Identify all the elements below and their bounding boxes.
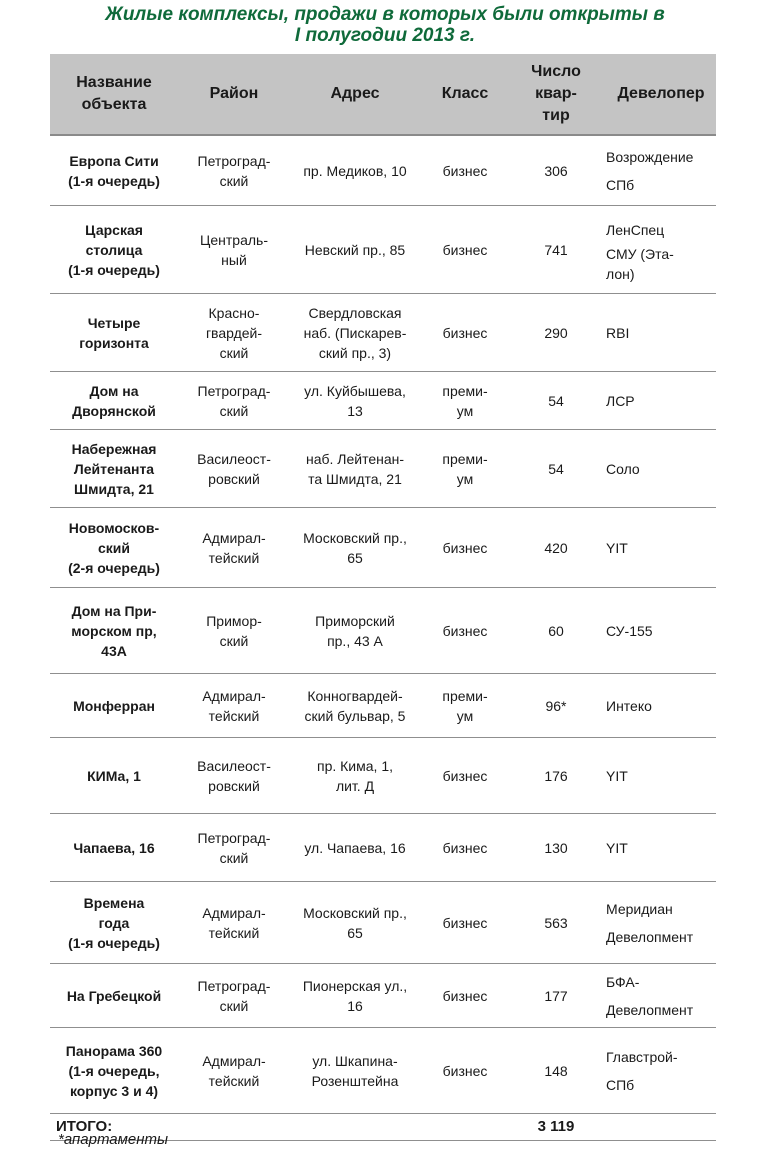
- table-row: [50, 882, 716, 964]
- developer-line: Интеко: [606, 697, 652, 714]
- cell-developer: [606, 430, 716, 507]
- cell-units: 96*: [545, 697, 567, 714]
- developer-line: СПб: [606, 176, 635, 193]
- cell-district: Василеост- ровский: [197, 757, 271, 794]
- developer-line: СПб: [606, 1076, 635, 1093]
- cell-units: 148: [544, 1062, 568, 1079]
- table-row: [50, 430, 716, 508]
- cell-class: бизнес: [442, 767, 488, 784]
- developer-line: YIT: [606, 839, 628, 856]
- cell-developer: [606, 674, 716, 737]
- header-address: Адрес: [330, 85, 380, 102]
- cell-class: бизнес: [442, 539, 488, 556]
- developer-line: СМУ (Эта- лон): [606, 245, 674, 282]
- cell-district: Петроград- ский: [197, 977, 271, 1014]
- footnote: *апартаменты: [58, 1131, 169, 1148]
- cell-address: Свердловская наб. (Пискарев- ский пр., 3): [303, 304, 407, 361]
- total-value: 3 119: [537, 1118, 575, 1135]
- table-row: [50, 372, 716, 430]
- total-label: ИТОГО:: [56, 1118, 113, 1135]
- cell-developer: [606, 136, 716, 205]
- page-title: Жилые комплексы, продажи в которых были открыты в I полугодии 2013 г.: [105, 4, 665, 46]
- cell-district: Красно- гвардей- ский: [205, 304, 263, 361]
- cell-units: 54: [548, 460, 564, 477]
- table-header: [50, 54, 716, 136]
- cell-units: 290: [544, 324, 568, 341]
- cell-address: пр. Кима, 1, лит. Д: [317, 757, 393, 794]
- cell-address: Приморский пр., 43 А: [315, 612, 395, 649]
- cell-name: Дом на Дворянской: [72, 382, 156, 419]
- table-row: [50, 814, 716, 882]
- cell-address: Московский пр., 65: [303, 529, 407, 566]
- header-name: Название объекта: [76, 74, 152, 113]
- header-units: Число квар- тир: [531, 63, 581, 124]
- developer-line: БФА-: [606, 973, 640, 990]
- cell-address: Конногвардей- ский бульвар, 5: [304, 687, 406, 724]
- cell-district: Петроград- ский: [197, 152, 271, 189]
- cell-class: бизнес: [442, 241, 488, 258]
- cell-developer: [606, 372, 716, 429]
- cell-units: 741: [544, 241, 568, 258]
- cell-district: Примор- ский: [206, 612, 262, 649]
- cell-district: Адмирал- тейский: [202, 904, 266, 941]
- cell-developer: [606, 588, 716, 673]
- cell-name: Панорама 360 (1-я очередь, корпус 3 и 4): [65, 1042, 163, 1099]
- cell-developer: [606, 814, 716, 881]
- cell-units: 54: [548, 392, 564, 409]
- cell-units: 177: [544, 987, 568, 1004]
- cell-address: Невский пр., 85: [304, 241, 406, 258]
- cell-name: Монферран: [73, 697, 155, 714]
- header-class: Класс: [441, 85, 489, 102]
- cell-developer: [606, 738, 716, 813]
- cell-name: Времена года (1-я очередь): [68, 894, 160, 951]
- cell-units: 176: [544, 767, 568, 784]
- cell-address: Московский пр., 65: [303, 904, 407, 941]
- cell-district: Василеост- ровский: [197, 450, 271, 487]
- cell-class: бизнес: [442, 839, 488, 856]
- table-row: [50, 508, 716, 588]
- cell-class: преми- ум: [442, 687, 488, 724]
- cell-class: преми- ум: [442, 450, 488, 487]
- table-row: [50, 136, 716, 206]
- cell-district: Адмирал- тейский: [202, 529, 266, 566]
- cell-developer: [606, 1028, 716, 1113]
- cell-units: 306: [544, 162, 568, 179]
- cell-developer: [606, 964, 716, 1027]
- cell-district: Централь- ный: [200, 231, 268, 268]
- cell-name: Чапаева, 16: [73, 839, 155, 856]
- cell-name: Четыре горизонта: [79, 314, 149, 351]
- developer-line: YIT: [606, 767, 628, 784]
- developer-line: Соло: [606, 460, 640, 477]
- cell-developer: [606, 882, 716, 963]
- cell-name: Новомосков- ский (2-я очередь): [68, 519, 160, 576]
- table-row: [50, 964, 716, 1028]
- cell-class: бизнес: [442, 622, 488, 639]
- cell-units: 130: [544, 839, 568, 856]
- developer-line: ЛСР: [606, 392, 635, 409]
- cell-address: ул. Куйбышева, 13: [304, 382, 406, 419]
- cell-units: 563: [544, 914, 568, 931]
- cell-units: 420: [544, 539, 568, 556]
- developer-line: ЛенСпец: [606, 221, 665, 238]
- cell-name: Европа Сити (1-я очередь): [68, 152, 160, 189]
- cell-developer: [606, 294, 716, 371]
- cell-address: наб. Лейтенан- та Шмидта, 21: [305, 450, 405, 487]
- cell-address: ул. Чапаева, 16: [304, 839, 406, 856]
- table-row: [50, 1028, 716, 1114]
- cell-class: бизнес: [442, 324, 488, 341]
- cell-district: Петроград- ский: [197, 382, 271, 419]
- cell-class: бизнес: [442, 914, 488, 931]
- developer-line: Возрождение: [606, 148, 694, 165]
- cell-district: Петроград- ский: [197, 829, 271, 866]
- cell-name: На Гребецкой: [66, 987, 162, 1004]
- table-row: [50, 588, 716, 674]
- developer-line: Девелопмент: [606, 928, 694, 945]
- cell-class: бизнес: [442, 987, 488, 1004]
- table-row: [50, 738, 716, 814]
- cell-district: Адмирал- тейский: [202, 1052, 266, 1089]
- developer-line: Главстрой-: [606, 1048, 678, 1065]
- cell-class: бизнес: [442, 162, 488, 179]
- cell-class: преми- ум: [442, 382, 488, 419]
- cell-district: Адмирал- тейский: [202, 687, 266, 724]
- developer-line: СУ-155: [606, 622, 653, 639]
- cell-name: КИМа, 1: [87, 767, 141, 784]
- table-row: [50, 206, 716, 294]
- cell-class: бизнес: [442, 1062, 488, 1079]
- cell-address: пр. Медиков, 10: [303, 162, 407, 179]
- cell-name: Дом на При- морском пр, 43А: [71, 602, 157, 659]
- cell-developer: [606, 206, 716, 293]
- cell-address: Пионерская ул., 16: [302, 977, 408, 1014]
- developer-line: RBI: [606, 324, 630, 341]
- cell-name: Набережная Лейтенанта Шмидта, 21: [71, 440, 157, 497]
- cell-developer: [606, 508, 716, 587]
- table-row: [50, 674, 716, 738]
- developer-line: Меридиан: [606, 900, 673, 917]
- cell-address: ул. Шкапина- Розенштейна: [311, 1052, 399, 1089]
- table-row: [50, 294, 716, 372]
- developer-line: Девелопмент: [606, 1001, 694, 1018]
- residential-complexes-table: [50, 54, 716, 1141]
- developer-line: YIT: [606, 539, 628, 556]
- header-developer: Девелопер: [617, 85, 705, 102]
- cell-units: 60: [548, 622, 564, 639]
- cell-name: Царская столица (1-я очередь): [68, 221, 160, 278]
- header-district: Район: [209, 85, 259, 102]
